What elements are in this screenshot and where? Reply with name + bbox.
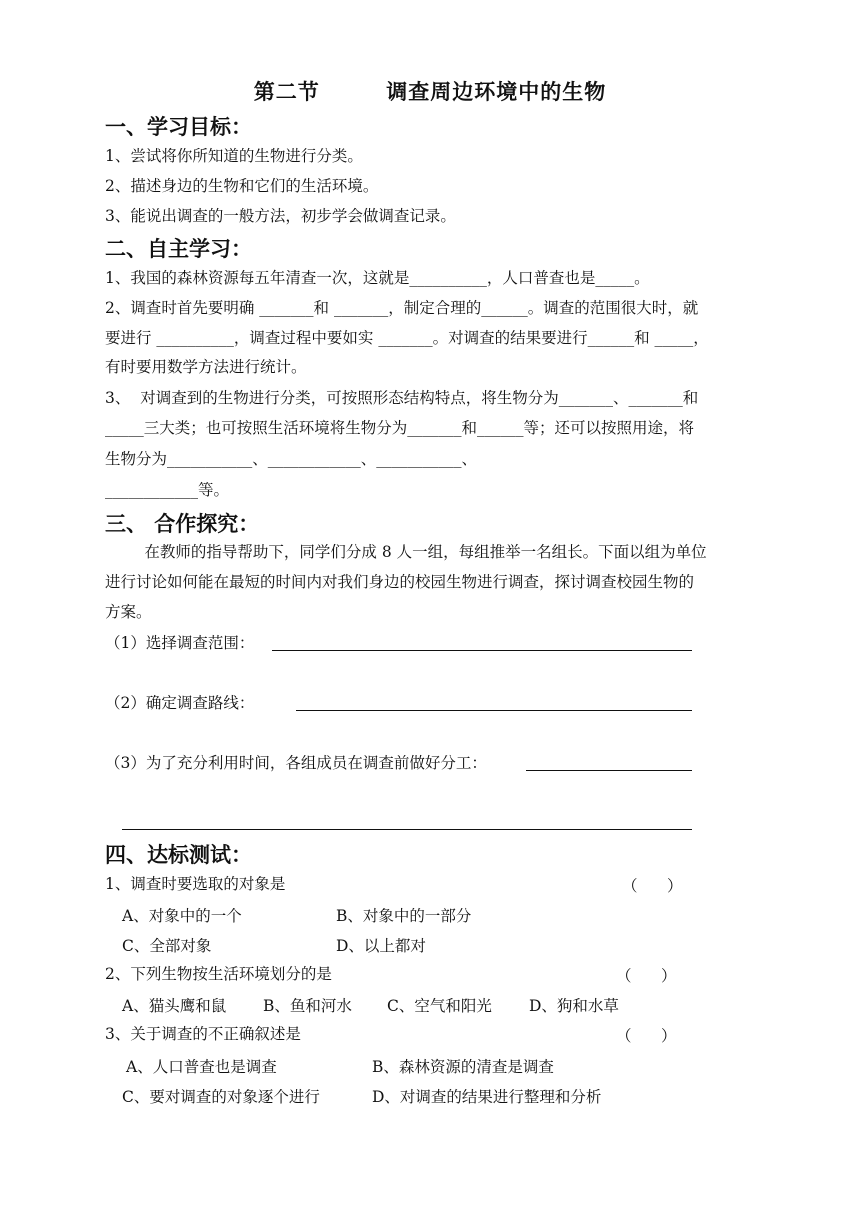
self-study-q3-line3: 生物分为___________、____________、___________、: [105, 450, 478, 468]
self-study-q3-line4: ____________等。: [105, 481, 230, 499]
answer-line-1[interactable]: [272, 650, 692, 651]
page-title: 第二节 调查周边环境中的生物: [253, 80, 607, 104]
section-heading-objectives: 一、学习目标：: [105, 115, 252, 139]
test-q2-option-b: B、鱼和河水: [263, 997, 352, 1015]
inquiry-intro-line1: 在教师的指导帮助下，同学们分成 8 人一组，每组推举一名组长。下面以组为单位: [105, 543, 707, 561]
test-q2-option-d: D、狗和水草: [529, 997, 619, 1015]
test-question-3: 3、关于调查的不正确叙述是: [105, 1025, 301, 1043]
test-q3-option-d: D、对调查的结果进行整理和分析: [372, 1088, 602, 1106]
self-study-q3-line2: _____三大类；也可按照生活环境将生物分为_______和______等；还可以按照用途，将: [105, 419, 695, 437]
objective-item: 1、尝试将你所知道的生物进行分类。: [105, 147, 363, 165]
test-q1-option-a: A、对象中的一个: [122, 907, 242, 925]
inquiry-intro-line2: 进行讨论如何能在最短的时间内对我们身边的校园生物进行调查，探讨调查校园生物的: [105, 573, 695, 591]
test-q3-option-c: C、要对调查的对象逐个进行: [122, 1088, 320, 1106]
inquiry-item-2: （2）确定调查路线：: [105, 694, 255, 712]
test-question-1: 1、调查时要选取的对象是: [105, 875, 286, 893]
answer-line-2[interactable]: [296, 710, 692, 711]
self-study-q1: 1、我国的森林资源每五年清查一次，这就是__________，人口普查也是_____。: [105, 269, 650, 287]
answer-bracket[interactable]: （ ）: [622, 877, 683, 895]
test-q1-option-c: C、全部对象: [122, 937, 212, 955]
section-heading-inquiry: 三、 合作探究：: [105, 512, 260, 536]
answer-line-3[interactable]: [526, 770, 692, 771]
answer-bracket[interactable]: （ ）: [616, 1027, 677, 1045]
objective-item: 3、能说出调查的一般方法，初步学会做调查记录。: [105, 207, 456, 225]
test-q3-option-b: B、森林资源的清查是调查: [372, 1058, 554, 1076]
inquiry-item-1: （1）选择调查范围：: [105, 634, 255, 652]
answer-bracket[interactable]: （ ）: [616, 967, 677, 985]
self-study-q3-line1: 3、 对调查到的生物进行分类，可按照形态结构特点，将生物分为_______、_______和: [105, 389, 699, 407]
section-heading-self-study: 二、自主学习：: [105, 237, 252, 261]
answer-line-4[interactable]: [122, 829, 692, 830]
self-study-q2-line3: 有时要用数学方法进行统计。: [105, 358, 307, 376]
test-q1-option-d: D、以上都对: [336, 937, 426, 955]
objective-item: 2、描述身边的生物和它们的生活环境。: [105, 177, 379, 195]
inquiry-item-3: （3）为了充分利用时间，各组成员在调查前做好分工：: [105, 754, 487, 772]
self-study-q2-line2: 要进行 __________，调查过程中要如实 _______。对调查的结果要进行______和 _____，: [105, 329, 709, 347]
test-q2-option-c: C、空气和阳光: [387, 997, 492, 1015]
test-q3-option-a: A、人口普查也是调查: [126, 1058, 277, 1076]
test-q2-option-a: A、猫头鹰和鼠: [122, 997, 227, 1015]
test-q1-option-b: B、对象中的一部分: [336, 907, 472, 925]
test-question-2: 2、下列生物按生活环境划分的是: [105, 965, 332, 983]
self-study-q2-line1: 2、调查时首先要明确 _______和 _______，制定合理的______。调查的范围很大时，就: [105, 299, 699, 317]
inquiry-intro-line3: 方案。: [105, 603, 152, 621]
section-heading-test: 四、达标测试：: [105, 843, 252, 867]
